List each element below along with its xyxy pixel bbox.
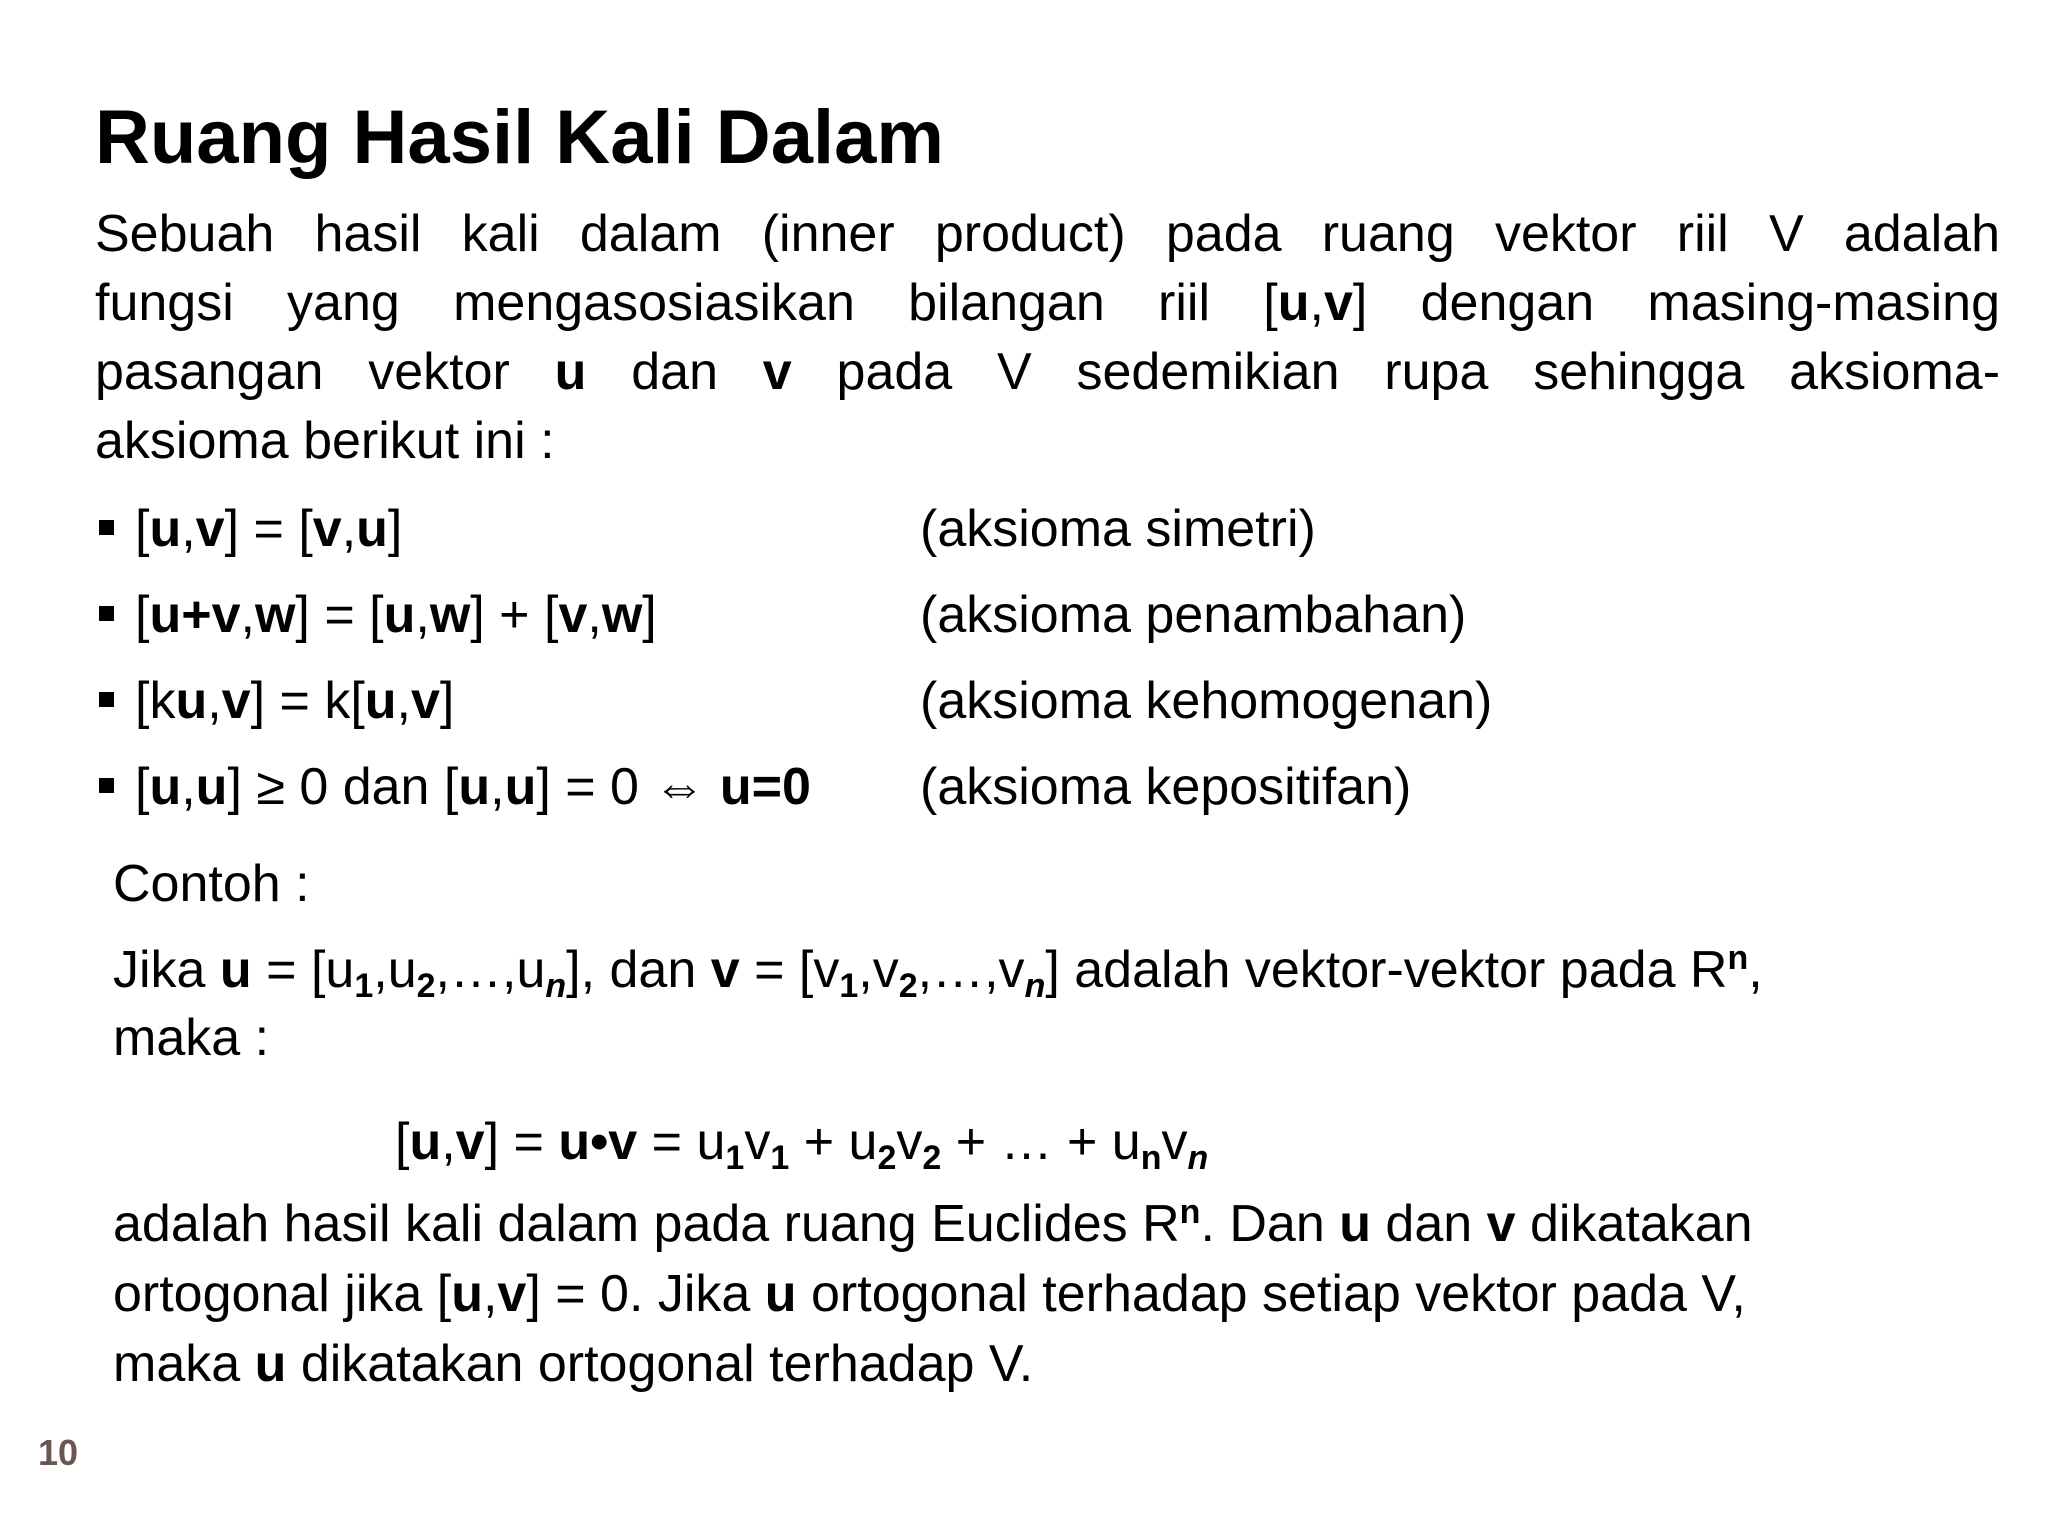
axiom-note: (aksioma kepositifan)	[920, 758, 1412, 816]
definition-paragraph	[95, 200, 2000, 476]
example-maka: maka :	[113, 1009, 270, 1067]
example-body-line-2: ortogonal jika [u,v] = 0. Jika u ortogonal terhadap setiap vektor pada V,	[113, 1265, 1746, 1323]
axiom-note: (aksioma simetri)	[920, 500, 1316, 558]
square-bullet-icon	[99, 692, 114, 707]
square-bullet-icon	[99, 778, 114, 793]
axiom-formula: [u,u] ≥ 0 dan [u,u] = 0 ⇔ u=0	[135, 758, 811, 816]
dot-product-formula: [u,v] = u•v = $u_1v_1 + u_2v_2$ + … + $u_nv_n$	[395, 1113, 1209, 1177]
page-number: 10	[38, 1432, 79, 1473]
definition-line-2: fungsi yang mengasosiasikan bilangan riil [u,v] dengan masing-masing	[95, 274, 2000, 332]
definition-line-3: pasangan vektor u dan v pada V sedemikian rupa sehingga aksioma-	[95, 343, 2001, 401]
axiom-formula: [u+v,w] = [u,w] + [v,w]	[135, 586, 657, 644]
definition-line-4: aksioma berikut ini :	[95, 412, 555, 470]
example-vectors-line: Jika $u = [u_1,u_2,\dots,u_n]$, dan $v = [v_1,v_2,\dots,v_n]$ adalah vektor-vektor pada $R^n$,	[113, 939, 1763, 1005]
example-body-line-1: adalah hasil kali dalam pada ruang Euclides $R^n$. Dan u dan v dikatakan	[113, 1193, 1753, 1253]
square-bullet-icon	[99, 606, 114, 621]
slide-title: Ruang Hasil Kali Dalam	[95, 95, 944, 180]
axiom-formula: [u,v] = [v,u]	[135, 500, 403, 558]
axiom-note: (aksioma kehomogenan)	[920, 672, 1493, 730]
example-body-line-3: maka u dikatakan ortogonal terhadap V.	[113, 1335, 1034, 1393]
axiom-note: (aksioma penambahan)	[920, 586, 1467, 644]
definition-line-1: Sebuah hasil kali dalam (inner product) pada ruang vektor riil V adalah	[95, 205, 2000, 263]
example-heading: Contoh :	[113, 855, 310, 913]
square-bullet-icon	[99, 520, 114, 535]
axiom-formula: [ku,v] = k[u,v]	[135, 672, 455, 730]
